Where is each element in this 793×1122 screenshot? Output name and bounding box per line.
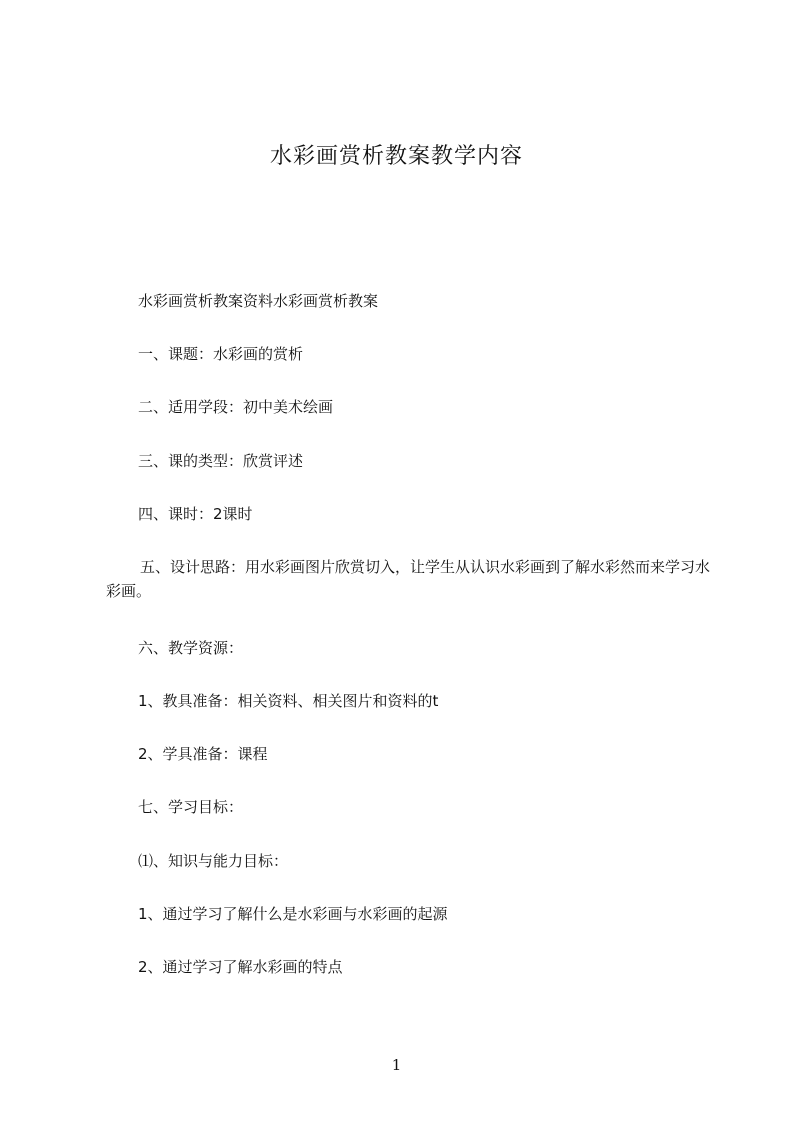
paragraph-knowledge-goals: ⑴、知识与能力目标： (138, 852, 289, 870)
paragraph-lesson-hours: 四、课时：2课时 (138, 505, 253, 523)
document-title: 水彩画赏析教案教学内容 (269, 144, 523, 169)
paragraph-student-materials: 2、学具准备：课程 (138, 745, 268, 763)
paragraph-intro: 水彩画赏析教案资料水彩画赏析教案 (138, 292, 379, 310)
paragraph-topic: 一、课题：水彩画的赏析 (138, 345, 304, 363)
paragraph-lesson-type: 三、课的类型：欣赏评述 (138, 452, 304, 470)
paragraph-grade-level: 二、适用学段：初中美术绘画 (138, 398, 334, 416)
page-number: 1 (391, 1056, 402, 1074)
paragraph-goal-features: 2、通过学习了解水彩画的特点 (138, 958, 343, 976)
paragraph-goal-origin: 1、通过学习了解什么是水彩画与水彩画的起源 (138, 905, 448, 923)
paragraph-learning-goals: 七、学习目标： (138, 798, 244, 816)
paragraph-teaching-resources: 六、教学资源： (138, 639, 244, 657)
paragraph-design-idea: 五、设计思路：用水彩画图片欣赏切入，让学生从认识水彩画到了解水彩然而来学习水彩画。 (106, 558, 711, 600)
paragraph-teacher-materials: 1、教具准备：相关资料、相关图片和资料的t (138, 692, 439, 710)
